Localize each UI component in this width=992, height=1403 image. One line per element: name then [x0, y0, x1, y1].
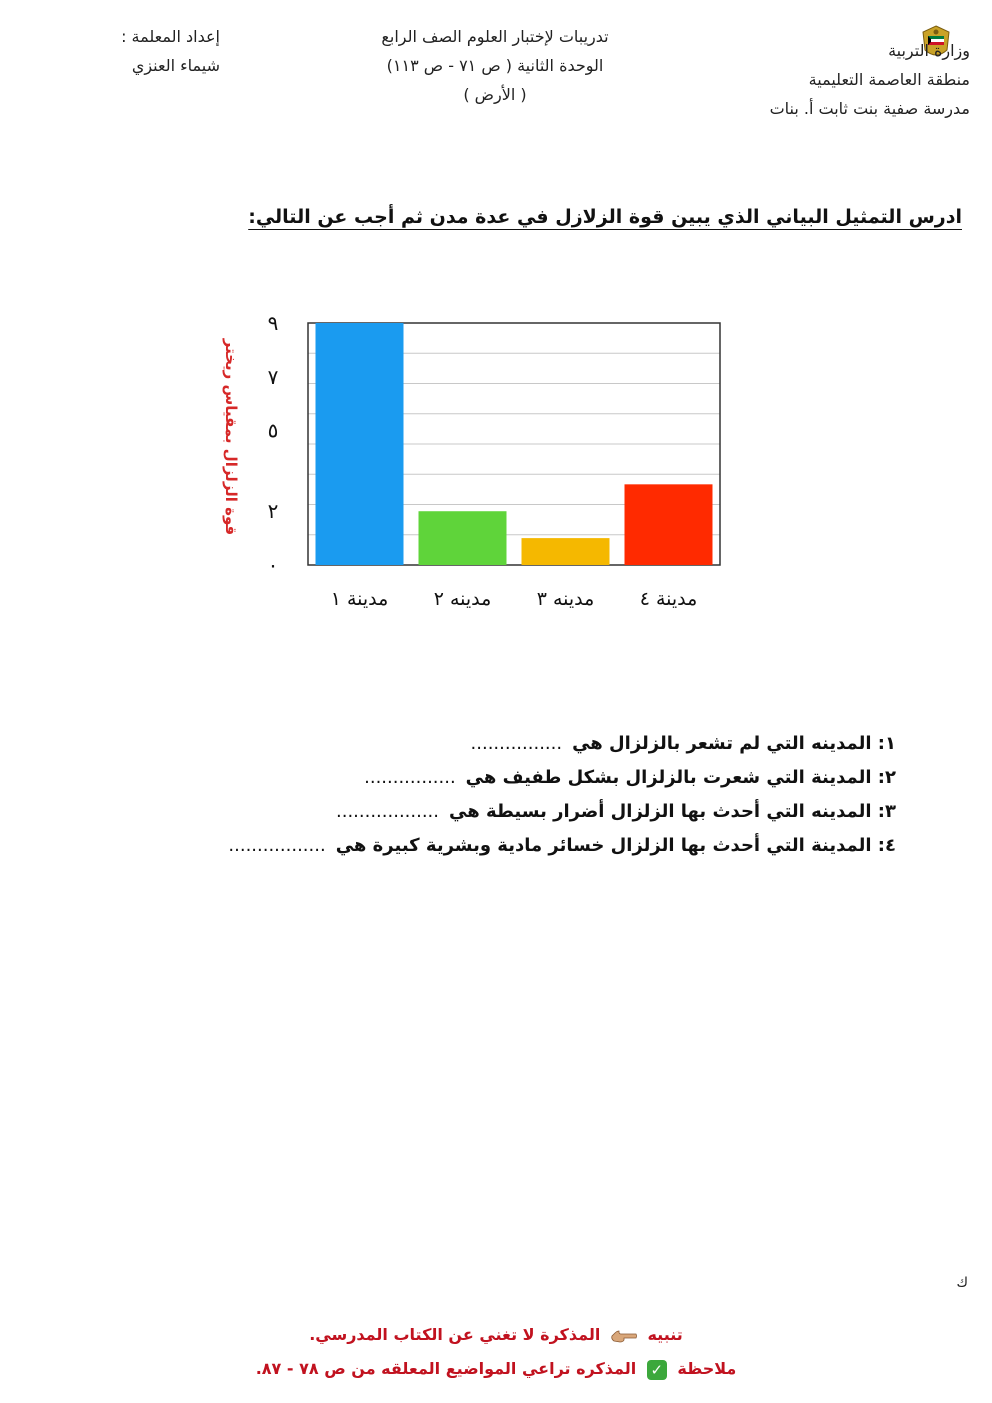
worksheet-title [330, 22, 660, 109]
note-warning-prefix: تنبيه [647, 1325, 683, 1344]
teacher-info [60, 22, 220, 80]
answer-blank[interactable]: ................. [228, 835, 326, 856]
bar-city-4 [625, 484, 713, 565]
y-tick-label: ٥ [267, 418, 279, 443]
note-warning [0, 1318, 992, 1352]
questions-list [228, 727, 896, 863]
bar-city-3 [522, 538, 610, 565]
question-1 [228, 727, 896, 761]
x-tick-label: مدينة ٤ [639, 588, 698, 610]
footer-notes [0, 1318, 992, 1386]
note-remark-text: المذكره تراعي المواضيع المعلقه من ص ٧٨ - ٨٧. [255, 1359, 637, 1378]
check-mark-icon: ✓ [647, 1360, 667, 1380]
question-text: ٢: المدينة التي شعرت بالزلزال بشكل طفيف هي [465, 767, 896, 788]
note-warning-text: المذكرة لا تغني عن الكتاب المدرسي. [309, 1325, 601, 1344]
title-line-1: تدريبات لإختبار العلوم الصف الرابع [381, 27, 609, 46]
corner-mark: ك [956, 1275, 968, 1291]
y-tick-label: ٩ [267, 311, 279, 335]
note-remark-prefix: ملاحظة [677, 1359, 737, 1378]
ministry-name: وزارة التربية [888, 41, 970, 60]
y-axis-label: قوة الزلزال بمقياس ريختر [222, 338, 240, 536]
title-line-3: ( الأرض ) [463, 85, 527, 104]
pointing-hand-icon [611, 1329, 637, 1343]
note-remark [0, 1352, 992, 1386]
answer-blank[interactable]: ................ [470, 733, 563, 754]
bar-city-1 [316, 323, 404, 565]
y-tick-label: ٢ [267, 499, 279, 524]
title-line-2: الوحدة الثانية ( ص ٧١ - ص ١١٣) [386, 56, 604, 75]
x-tick-label: مدينه ٣ [536, 588, 595, 610]
ministry-header [770, 36, 970, 123]
question-text: ١: المدينه التي لم تشعر بالزلزال هي [572, 733, 896, 754]
x-tick-label: مدينة ١ [330, 588, 389, 610]
question-4 [228, 829, 896, 863]
question-text: ٣: المدينه التي أحدث بها الزلزال أضرار بسيطة هي [449, 801, 896, 822]
question-text: ٤: المدينة التي أحدث بها الزلزال خسائر مادية وبشرية كبيرة هي [335, 835, 896, 856]
earthquake-bar-chart [200, 300, 720, 630]
answer-blank[interactable]: ................ [364, 767, 456, 788]
y-tick-label: ٠ [267, 553, 279, 577]
y-tick-label: ٧ [267, 364, 279, 389]
x-tick-label: مدينه ٢ [433, 588, 492, 610]
answer-blank[interactable]: .................. [336, 801, 439, 822]
question-2 [228, 761, 896, 795]
instruction-heading: ادرس التمثيل البياني الذي يبين قوة الزلازل في عدة مدن ثم أجب عن التالي: [248, 206, 962, 228]
district-name: منطقة العاصمة التعليمية [808, 70, 970, 89]
teacher-name: شيماء العنزي [131, 56, 220, 75]
bar-city-2 [419, 511, 507, 565]
question-3 [228, 795, 896, 829]
school-name: مدرسة صفية بنت ثابت أ. بنات [769, 99, 970, 118]
teacher-label: إعداد المعلمة : [121, 27, 220, 46]
